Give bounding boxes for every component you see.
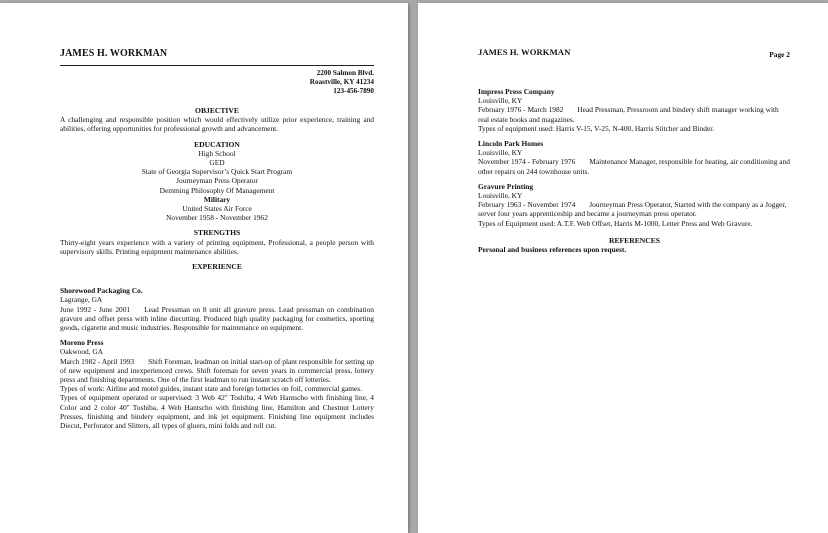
job-dates: November 1974 - February 1976 — [478, 157, 576, 167]
job-description-paragraph — [60, 305, 374, 333]
job-description-paragraph — [478, 105, 791, 123]
job-extra: Types of work: Airline and motel guides, instant state and foreign lotteries on foil, commercial games. — [60, 384, 363, 394]
job-description-paragraph — [478, 157, 791, 175]
references-heading: REFERENCES — [608, 235, 661, 245]
resume-page-1 — [0, 3, 408, 533]
job-location: Louisville, KY — [478, 191, 523, 201]
job-extra: Types of equipment operated or supervised: 3 Web 42" Toshiba, 4 Web Hantscho with finishing line, 4 Color and 2 color 40" Toshiba, 4 Web Hantscho with finishing line, Hamilton and Chestnut Lottery Presses, finishing and bindery equipment, and ink jet equipment. Finishing line equipment includes Diecut, Perforator and Slitters, all types of gluers, mini folds and roll cut. — [60, 393, 374, 431]
job-entry — [478, 139, 791, 176]
resume-name-page2: JAMES H. WORKMAN — [478, 47, 571, 57]
experience-heading: EXPERIENCE — [192, 262, 242, 272]
job-location: Louisville, KY — [478, 148, 523, 158]
resume-body-page2 — [478, 87, 791, 254]
education-line: High School — [198, 148, 236, 158]
address-line: 2200 Salmon Blvd. — [316, 69, 374, 77]
job-location: Lagrange, GA — [60, 295, 103, 305]
job-entry — [60, 286, 374, 332]
job-description: Shift Foreman, leadman on initial start-up of plant responsible for setting up of new equipment and inexperienced crews. Shift foreman for seven years in commercial press, lottery press and finishing departments. One of the first leadman to run instant scratch off lotteries. — [60, 356, 374, 385]
military-line: November 1958 - November 1962 — [166, 213, 268, 223]
education-line: State of Georgia Supervisor’s Quick Start Program — [141, 167, 293, 177]
strengths-text: Thirty-eight years experience with a variety of printing equipment, Professional, a people person with supervisory skills. Printing equipment maintenance abilities. — [60, 237, 374, 256]
job-location: Oakwood, GA — [60, 347, 104, 357]
resume-body — [60, 106, 374, 430]
job-description: Head Pressman, Pressroom and bindery shift manager working with real estate books and magazines. — [478, 105, 779, 124]
job-description-paragraph — [478, 200, 791, 218]
job-entry — [60, 338, 374, 430]
resume-name: JAMES H. WORKMAN — [60, 48, 168, 59]
job-description: Lead Pressman on 8 unit all gravure press. Lead pressman on combination gravure and offset press with inline diecutting. Produced high quality packaging for cosmetics, sporting goods, cigarette and music industries. Responsible for maintenance on equipment. — [60, 304, 374, 333]
job-description-paragraph — [60, 357, 374, 385]
job-extra: Types of equipment used: Harris V-15, V-25, N-400, Harris Stitcher and Binder. — [478, 123, 715, 133]
job-company: Shorewood Packaging Co. — [60, 286, 143, 296]
job-entry — [478, 182, 791, 228]
job-description: Maintenance Manager, responsible for heating, air conditioning and other repairs on 244 townhouse units. — [478, 157, 790, 176]
job-dates: February 1976 - March 1982 — [478, 105, 564, 115]
job-description: Journeyman Press Operator, Started with the company as a Jogger, server four years apprenticeship and became a journeyman press operator. — [478, 200, 787, 219]
education-line: Journeyman Press Operator — [176, 176, 258, 186]
military-line: United States Air Force — [182, 204, 252, 214]
objective-text: A challenging and responsible position which would effectively utilize prior experience, training and abilities, offering opportunities for professional growth and advancement. — [60, 115, 374, 134]
job-company: Gravure Printing — [478, 181, 534, 191]
education-line: GED — [209, 158, 225, 168]
job-dates: March 1982 - April 1993 — [60, 356, 135, 366]
contact-address — [310, 69, 374, 97]
job-company: Lincoln Park Homes — [478, 139, 544, 149]
address-line: 123-456-7890 — [333, 87, 374, 96]
address-line: Roastville, KY 41234 — [309, 78, 374, 87]
references-text: Personal and business references upon request. — [478, 245, 627, 255]
education-line: Demming Philosophy Of Management — [159, 185, 275, 195]
job-company: Impress Press Company — [478, 87, 555, 96]
objective-heading: OBJECTIVE — [195, 106, 239, 115]
strengths-heading: STRENGTHS — [193, 228, 241, 238]
job-dates: February 1963 - November 1974 — [478, 200, 576, 210]
job-company: Moreno Press — [60, 338, 104, 348]
job-location: Louisville, KY — [478, 96, 523, 106]
education-heading: EDUCATION — [194, 139, 240, 149]
resume-page-2 — [418, 3, 828, 533]
job-extra: Types of Equipment used: A.T.F. Web Offset, Harris M-1000, Letter Press and Web Gravure. — [478, 218, 753, 228]
header-rule — [60, 65, 374, 66]
page-number: Page 2 — [769, 50, 790, 59]
job-entry — [478, 87, 791, 133]
job-dates: June 1992 - June 2001 — [60, 304, 131, 314]
military-heading: Military — [203, 194, 231, 204]
